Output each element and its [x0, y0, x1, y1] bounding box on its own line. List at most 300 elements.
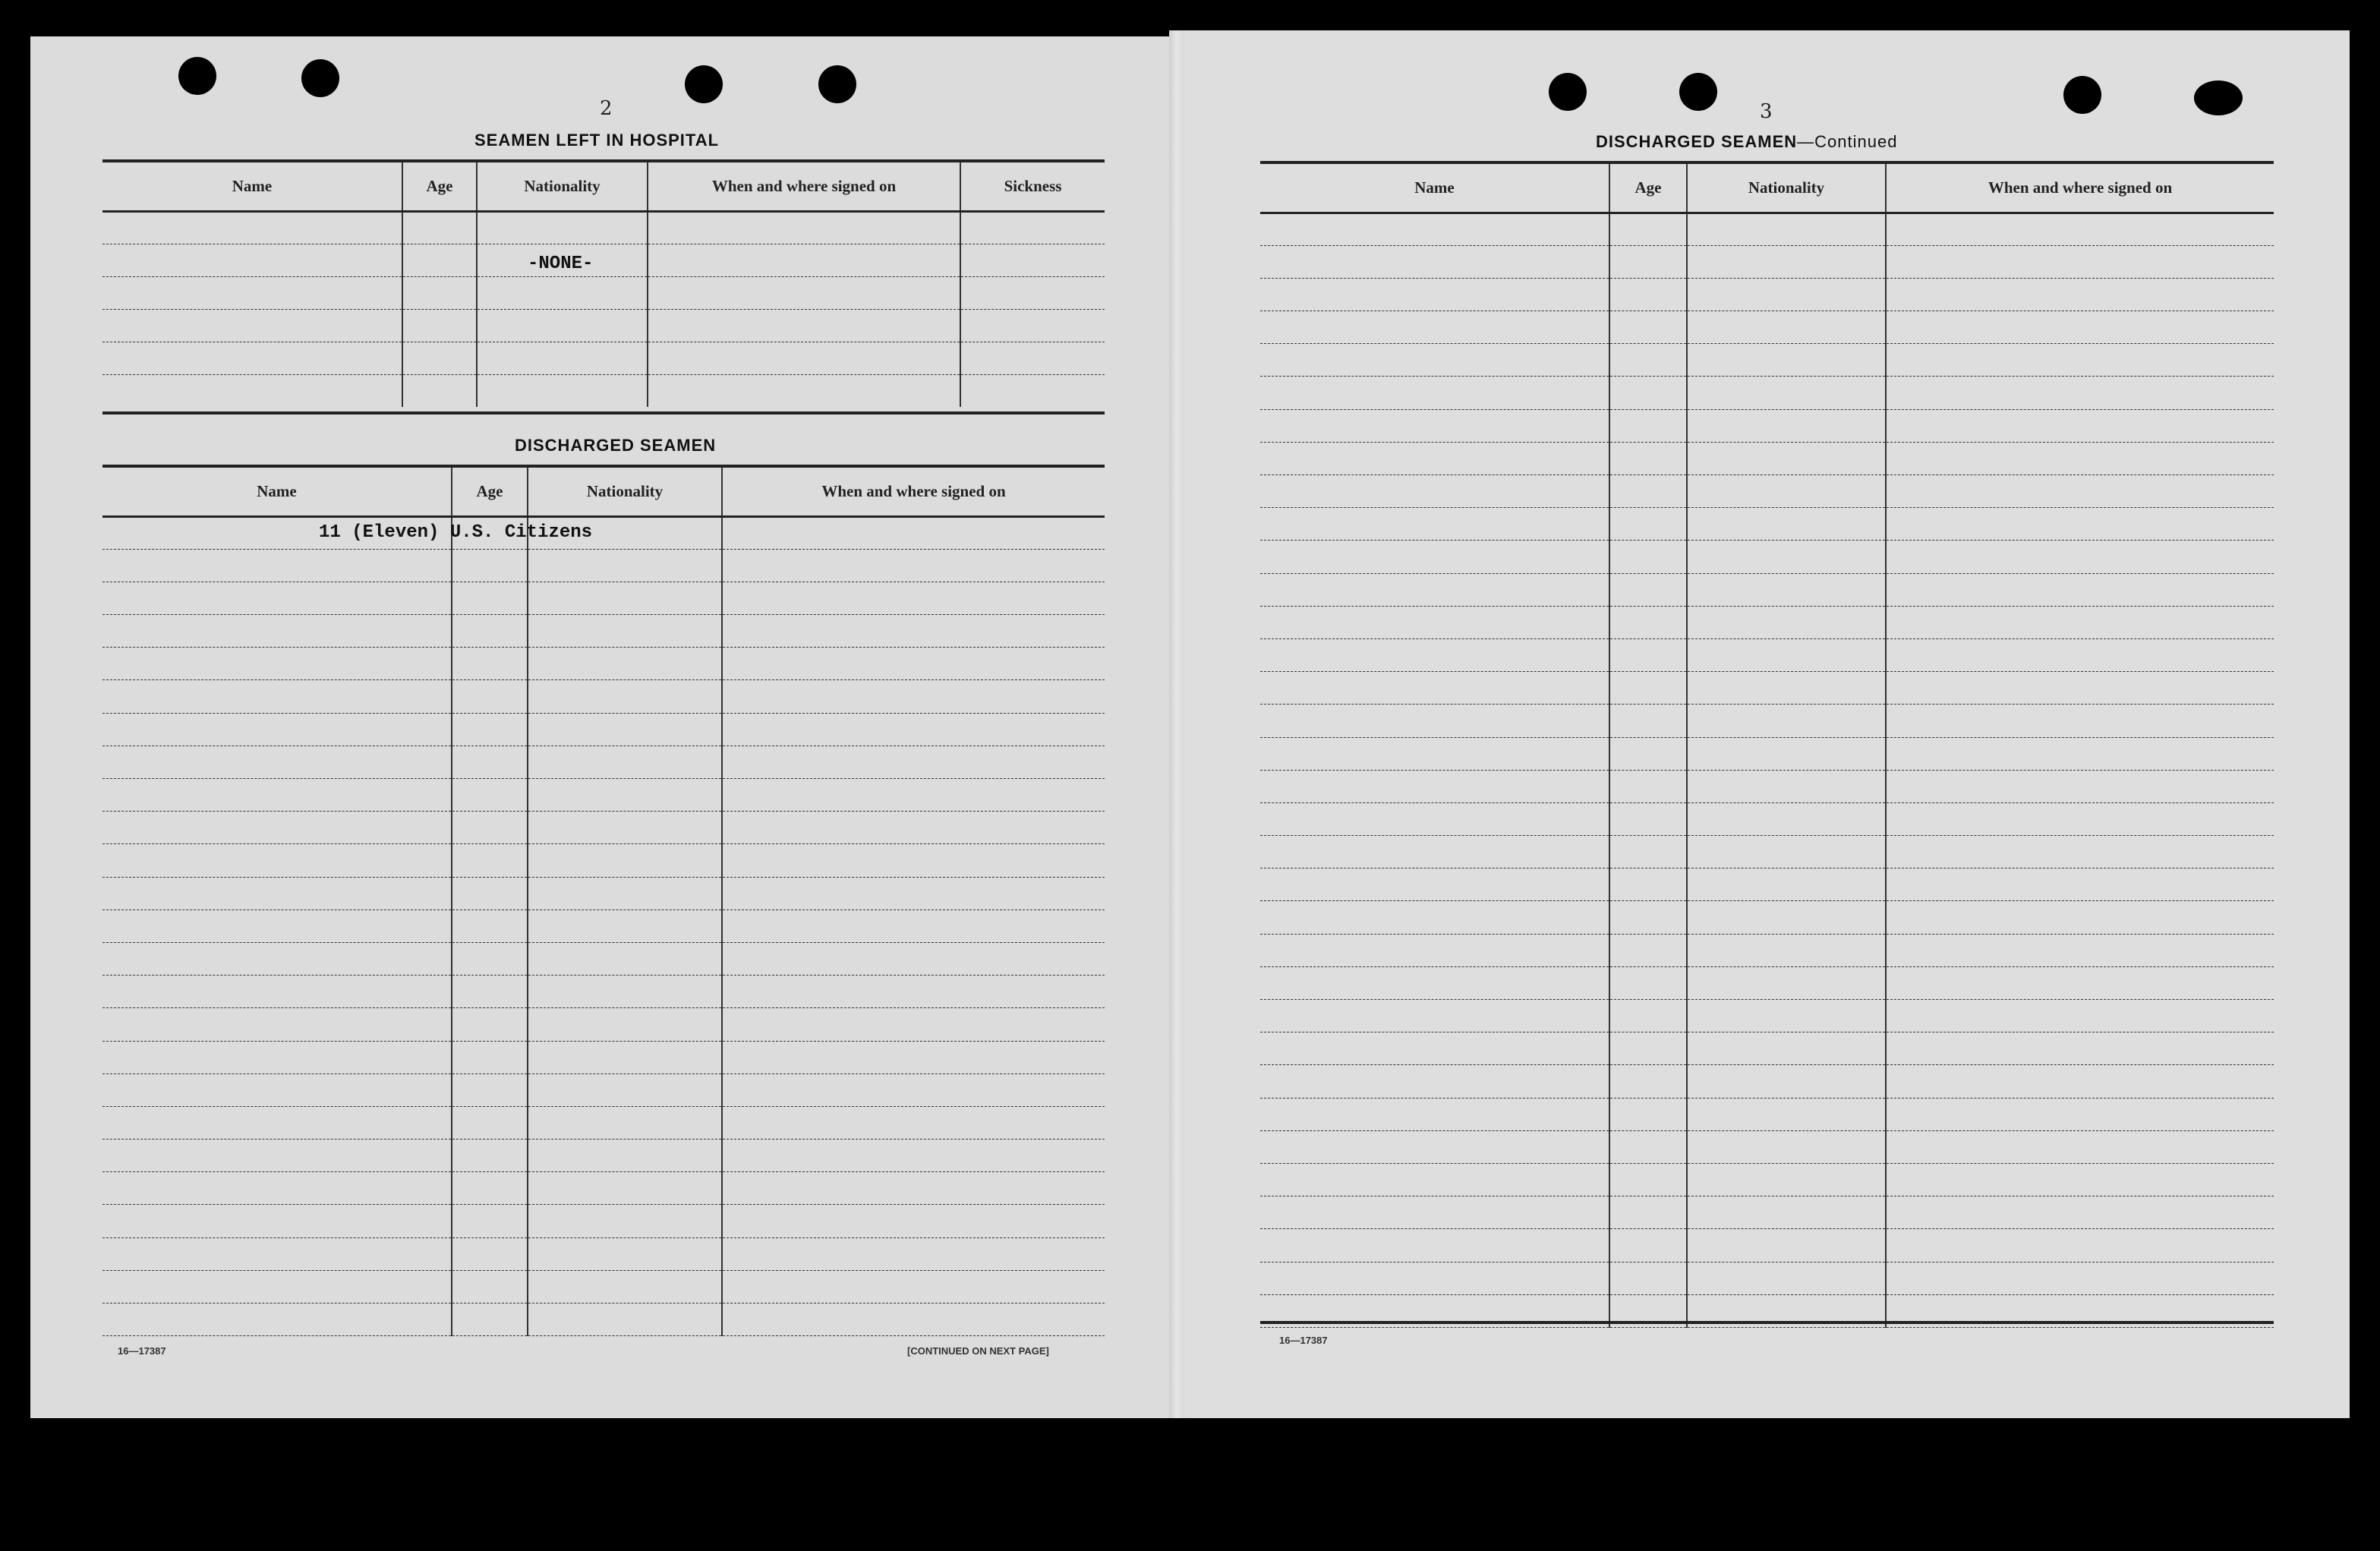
table-cell — [477, 276, 648, 309]
table-cell — [1609, 1262, 1687, 1294]
punch-hole — [178, 57, 216, 95]
hospital-title: SEAMEN LEFT IN HOSPITAL — [474, 131, 720, 150]
punch-hole — [301, 59, 339, 97]
title-suffix: —Continued — [1797, 132, 1898, 151]
table-cell — [648, 276, 960, 309]
table-cell — [1687, 213, 1886, 245]
table-row — [1260, 1229, 2274, 1262]
table-row — [1260, 1196, 2274, 1229]
table-cell — [1886, 508, 2274, 541]
table-cell — [1260, 442, 1609, 474]
table-cell — [102, 309, 402, 342]
table-cell — [528, 1140, 722, 1172]
table-cell — [102, 1237, 452, 1270]
table-cell — [648, 244, 960, 276]
table-cell — [1687, 1229, 1886, 1262]
page-number-left: 2 — [600, 97, 613, 120]
table-cell — [452, 844, 528, 877]
table-row — [102, 1008, 1105, 1041]
table-cell — [1260, 1262, 1609, 1294]
table-row — [1260, 278, 2274, 311]
table-row — [1260, 1000, 2274, 1032]
table-cell — [1886, 442, 2274, 474]
table-cell — [1609, 705, 1687, 737]
table-cell — [528, 582, 722, 614]
table-cell — [1687, 966, 1886, 999]
table-cell — [1260, 934, 1609, 966]
table-cell — [452, 1106, 528, 1139]
table-cell — [1886, 1196, 2274, 1229]
table-cell — [402, 309, 477, 342]
table-cell — [722, 1172, 1105, 1205]
table-row — [102, 1073, 1105, 1106]
table-cell — [452, 1041, 528, 1073]
table-cell — [960, 309, 1105, 342]
table-cell — [1260, 868, 1609, 901]
table-cell — [528, 976, 722, 1008]
table-row — [1260, 638, 2274, 671]
table-row — [102, 1237, 1105, 1270]
col-age: Age — [452, 466, 528, 516]
table-cell — [102, 276, 402, 309]
table-cell — [722, 976, 1105, 1008]
table-cell — [1260, 311, 1609, 344]
table-cell — [1260, 770, 1609, 802]
table-row — [102, 1041, 1105, 1073]
table-cell — [452, 582, 528, 614]
table-cell — [1260, 541, 1609, 573]
table-cell — [1687, 344, 1886, 377]
table-cell — [402, 276, 477, 309]
col-age: Age — [402, 161, 477, 211]
table-cell — [1886, 868, 2274, 901]
table-cell — [452, 1270, 528, 1303]
table-row — [102, 1172, 1105, 1205]
table-cell — [1260, 475, 1609, 508]
table-cell — [1609, 737, 1687, 770]
table-cell — [402, 244, 477, 276]
table-cell — [722, 549, 1105, 582]
table-row — [1260, 1130, 2274, 1163]
table-cell — [1609, 1032, 1687, 1065]
table-cell — [1260, 672, 1609, 705]
table-row — [102, 1106, 1105, 1139]
table-cell — [722, 942, 1105, 975]
table-cell — [722, 779, 1105, 812]
title-text: DISCHARGED SEAMEN — [1596, 132, 1798, 151]
table-cell — [1886, 934, 2274, 966]
table-cell — [1687, 508, 1886, 541]
table-cell — [102, 1140, 452, 1172]
col-name: Name — [1260, 162, 1609, 213]
table-cell — [1687, 377, 1886, 409]
table-cell — [648, 309, 960, 342]
table-cell — [960, 244, 1105, 276]
table-cell — [1260, 901, 1609, 934]
table-cell — [1886, 901, 2274, 934]
table-cell — [102, 549, 452, 582]
table-cell — [1260, 377, 1609, 409]
table-cell — [1886, 475, 2274, 508]
table-cell — [1260, 1163, 1609, 1196]
table-cell — [1609, 802, 1687, 835]
page-number-right: 3 — [1760, 100, 1773, 123]
table-cell — [452, 942, 528, 975]
table-row — [102, 582, 1105, 614]
punch-hole — [1549, 73, 1587, 111]
table-row — [102, 1205, 1105, 1237]
table-cell — [722, 648, 1105, 680]
table-row — [1260, 672, 2274, 705]
table-cell — [648, 374, 960, 407]
table-cell — [722, 1106, 1105, 1139]
table-cell — [1609, 311, 1687, 344]
discharged-continued-title — [1596, 132, 1897, 152]
table-cell — [722, 1304, 1105, 1336]
table-cell — [1609, 836, 1687, 868]
table-row — [1260, 901, 2274, 934]
table-cell — [1886, 606, 2274, 638]
table-cell — [528, 1008, 722, 1041]
table-cell — [1609, 245, 1687, 278]
table-cell — [1609, 213, 1687, 245]
table-row — [1260, 1065, 2274, 1098]
table-cell — [528, 746, 722, 778]
table-cell — [1609, 638, 1687, 671]
table-cell — [1886, 573, 2274, 606]
bottom-rule — [1260, 1321, 2274, 1324]
table-cell — [528, 1172, 722, 1205]
table-cell — [722, 844, 1105, 877]
table-row — [102, 680, 1105, 713]
table-cell — [722, 1041, 1105, 1073]
table-cell — [102, 1106, 452, 1139]
table-cell — [1687, 541, 1886, 573]
table-cell — [722, 1237, 1105, 1270]
col-age: Age — [1609, 162, 1687, 213]
table-cell — [1260, 1032, 1609, 1065]
table-cell — [402, 211, 477, 244]
table-cell — [1687, 1262, 1886, 1294]
table-cell — [1886, 966, 2274, 999]
table-cell — [722, 877, 1105, 909]
table-cell — [722, 680, 1105, 713]
table-row — [1260, 802, 2274, 835]
table-row — [1260, 1098, 2274, 1130]
table-row — [102, 779, 1105, 812]
table-cell — [1260, 278, 1609, 311]
table-cell — [528, 812, 722, 844]
table-cell — [1609, 901, 1687, 934]
table-cell — [1687, 1196, 1886, 1229]
table-cell — [102, 582, 452, 614]
table-row — [102, 746, 1105, 778]
table-cell — [1687, 409, 1886, 442]
table-row — [1260, 508, 2274, 541]
table-cell — [1687, 802, 1886, 835]
table-cell — [452, 779, 528, 812]
table-cell — [102, 1205, 452, 1237]
table-row — [102, 615, 1105, 648]
table-cell — [1687, 770, 1886, 802]
table-cell — [1886, 1130, 2274, 1163]
col-name: Name — [102, 161, 402, 211]
table-row — [1260, 377, 2274, 409]
table-row — [102, 942, 1105, 975]
col-nationality: Nationality — [477, 161, 648, 211]
table-row — [1260, 606, 2274, 638]
table-cell — [1260, 638, 1609, 671]
table-cell — [1609, 344, 1687, 377]
table-row — [102, 713, 1105, 746]
table-cell — [1687, 868, 1886, 901]
table-row — [1260, 966, 2274, 999]
table-cell — [528, 1270, 722, 1303]
table-cell — [1260, 606, 1609, 638]
table-cell — [1687, 442, 1886, 474]
table-cell — [528, 877, 722, 909]
table-row — [1260, 770, 2274, 802]
table-cell — [528, 713, 722, 746]
table-cell — [477, 342, 648, 374]
table-row — [1260, 311, 2274, 344]
table-cell — [1260, 1065, 1609, 1098]
table-cell — [1687, 737, 1886, 770]
table-row — [1260, 245, 2274, 278]
col-name: Name — [102, 466, 452, 516]
col-sickness: Sickness — [960, 161, 1105, 211]
table-cell — [1609, 573, 1687, 606]
table-cell — [477, 374, 648, 407]
punch-hole — [2063, 76, 2101, 114]
table-row — [1260, 573, 2274, 606]
table-cell — [402, 342, 477, 374]
table-cell — [102, 942, 452, 975]
continued-note: [CONTINUED ON NEXT PAGE] — [907, 1345, 1049, 1357]
table-cell — [1687, 1130, 1886, 1163]
table-row — [1260, 409, 2274, 442]
table-cell — [528, 1041, 722, 1073]
table-cell — [1886, 1000, 2274, 1032]
table-cell — [1609, 966, 1687, 999]
table-cell — [1609, 1000, 1687, 1032]
table-row — [1260, 1163, 2274, 1196]
table-cell — [722, 1270, 1105, 1303]
table-cell — [1260, 409, 1609, 442]
table-cell — [1260, 737, 1609, 770]
table-cell — [452, 1237, 528, 1270]
table-row — [1260, 541, 2274, 573]
table-cell — [722, 909, 1105, 942]
table-cell — [1886, 672, 2274, 705]
table-cell — [452, 1008, 528, 1041]
table-cell — [102, 1041, 452, 1073]
table-cell — [648, 211, 960, 244]
table-cell — [102, 1008, 452, 1041]
table-cell — [722, 615, 1105, 648]
table-cell — [452, 1304, 528, 1336]
table-cell — [452, 877, 528, 909]
table-cell — [1886, 1163, 2274, 1196]
table-cell — [1886, 541, 2274, 573]
table-cell — [1609, 1196, 1687, 1229]
table-cell — [1609, 934, 1687, 966]
table-cell — [452, 1140, 528, 1172]
table-row — [1260, 1262, 2274, 1294]
table-cell — [102, 244, 402, 276]
discharged-title: DISCHARGED SEAMEN — [515, 436, 717, 455]
table-cell — [528, 779, 722, 812]
table-cell — [1687, 638, 1886, 671]
table-row — [1260, 934, 2274, 966]
table-cell — [1260, 573, 1609, 606]
hospital-entry: -NONE- — [528, 254, 594, 274]
table-cell — [722, 812, 1105, 844]
table-cell — [960, 211, 1105, 244]
table-row — [1260, 705, 2274, 737]
table-cell — [1260, 836, 1609, 868]
table-cell — [1687, 311, 1886, 344]
table-cell — [1687, 278, 1886, 311]
table-cell — [528, 909, 722, 942]
table-cell — [102, 211, 402, 244]
table-cell — [1609, 278, 1687, 311]
table-cell — [1687, 606, 1886, 638]
table-cell — [1609, 475, 1687, 508]
table-row — [102, 549, 1105, 582]
table-cell — [1886, 245, 2274, 278]
table-cell — [102, 1073, 452, 1106]
table-cell — [1260, 1130, 1609, 1163]
table-cell — [102, 648, 452, 680]
table-cell — [1609, 1130, 1687, 1163]
table-cell — [1886, 213, 2274, 245]
table-cell — [452, 648, 528, 680]
table-cell — [1609, 541, 1687, 573]
table-cell — [1886, 1229, 2274, 1262]
table-cell — [1260, 245, 1609, 278]
table-cell — [528, 1237, 722, 1270]
table-row — [1260, 344, 2274, 377]
table-row — [1260, 836, 2274, 868]
table-cell — [102, 1304, 452, 1336]
table-cell — [1687, 672, 1886, 705]
hospital-table — [102, 159, 1105, 407]
table-cell — [1260, 1196, 1609, 1229]
table-cell — [1260, 802, 1609, 835]
table-cell — [528, 615, 722, 648]
table-cell — [1886, 1098, 2274, 1130]
table-cell — [1886, 344, 2274, 377]
table-row — [102, 648, 1105, 680]
table-row — [102, 976, 1105, 1008]
table-cell — [1609, 1065, 1687, 1098]
table-cell — [452, 680, 528, 713]
table-row — [102, 1270, 1105, 1303]
table-cell — [1886, 802, 2274, 835]
table-cell — [960, 276, 1105, 309]
col-signed-on: When and where signed on — [1886, 162, 2274, 213]
table-cell — [722, 713, 1105, 746]
table-cell — [402, 374, 477, 407]
table-cell — [1886, 1032, 2274, 1065]
table-cell — [452, 976, 528, 1008]
table-cell — [1687, 901, 1886, 934]
table-cell — [1886, 638, 2274, 671]
table-cell — [102, 779, 452, 812]
table-cell — [1886, 409, 2274, 442]
table-row — [1260, 475, 2274, 508]
table-cell — [528, 844, 722, 877]
table-cell — [1260, 1000, 1609, 1032]
punch-hole — [818, 65, 856, 103]
table-cell — [1687, 1000, 1886, 1032]
table-cell — [528, 680, 722, 713]
punch-hole — [1679, 73, 1717, 111]
table-row — [102, 1140, 1105, 1172]
table-cell — [1886, 1262, 2274, 1294]
table-cell — [1687, 1098, 1886, 1130]
table-cell — [1609, 606, 1687, 638]
table-cell — [722, 516, 1105, 549]
table-row — [102, 877, 1105, 909]
table-cell — [452, 549, 528, 582]
page-fold — [1169, 30, 1184, 1418]
table-row — [102, 909, 1105, 942]
table-cell — [1260, 508, 1609, 541]
table-cell — [1260, 344, 1609, 377]
table-cell — [1687, 705, 1886, 737]
table-cell — [722, 582, 1105, 614]
table-cell — [1886, 278, 2274, 311]
table-cell — [1886, 377, 2274, 409]
table-row — [1260, 213, 2274, 245]
table-row — [102, 1304, 1105, 1336]
table-cell — [452, 909, 528, 942]
table-cell — [722, 1073, 1105, 1106]
table-cell — [528, 942, 722, 975]
table-row — [1260, 868, 2274, 901]
table-cell — [102, 680, 452, 713]
table-cell — [102, 615, 452, 648]
form-number-left: 16—17387 — [118, 1345, 166, 1357]
table-cell — [1886, 705, 2274, 737]
table-cell — [1609, 442, 1687, 474]
table-row — [1260, 737, 2274, 770]
table-cell — [722, 1140, 1105, 1172]
table-cell — [452, 746, 528, 778]
col-signed-on: When and where signed on — [648, 161, 960, 211]
table-cell — [1609, 1098, 1687, 1130]
table-cell — [1687, 836, 1886, 868]
table-cell — [528, 648, 722, 680]
table-cell — [102, 877, 452, 909]
col-nationality: Nationality — [528, 466, 722, 516]
table-cell — [1687, 1065, 1886, 1098]
col-nationality: Nationality — [1687, 162, 1886, 213]
table-cell — [1886, 836, 2274, 868]
table-cell — [477, 211, 648, 244]
table-cell — [528, 1304, 722, 1336]
table-cell — [1609, 377, 1687, 409]
table-cell — [528, 1106, 722, 1139]
table-cell — [1687, 245, 1886, 278]
discharged-rows — [102, 516, 1105, 1336]
table-cell — [102, 1172, 452, 1205]
table-cell — [1687, 934, 1886, 966]
discharged-continued-rows — [1260, 213, 2274, 1327]
table-cell — [452, 1073, 528, 1106]
